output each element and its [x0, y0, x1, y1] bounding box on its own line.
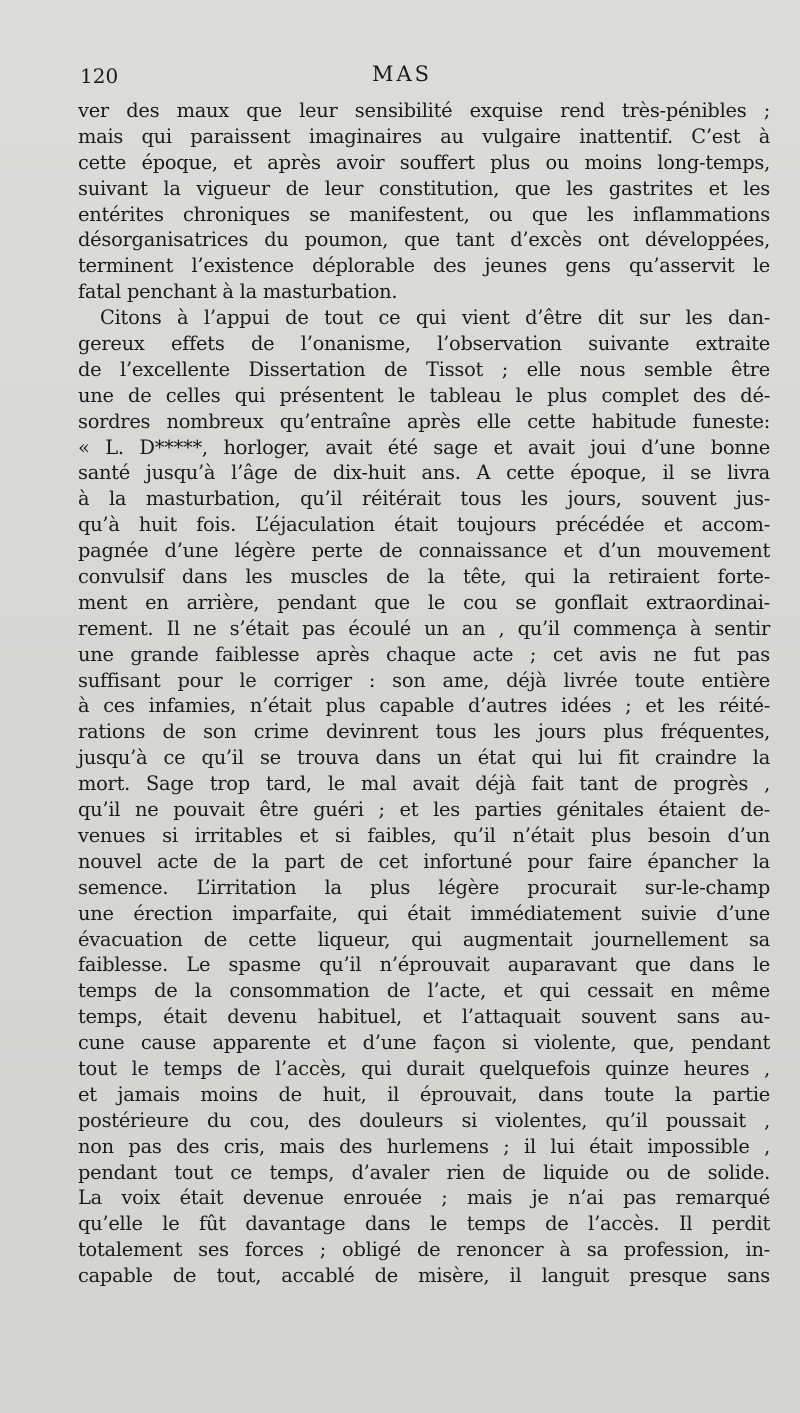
text-line: désorganisatrices du poumon, que tant d’excès ont développées,	[78, 228, 770, 252]
text-line: rement. Il ne s’était pas écoulé un an , qu’il commença à sentir	[78, 616, 770, 640]
text-line: pagnée d’une légère perte de connaissance et d’un mouvement	[78, 539, 770, 563]
text-line: qu’il ne pouvait être guéri ; et les parties génitales étaient de-	[78, 798, 770, 822]
body-text	[78, 98, 770, 1289]
running-head: MAS	[372, 62, 433, 86]
text-line: à ces infamies, n’était plus capable d’autres idées ; et les réité-	[78, 694, 770, 718]
text-line: temps, était devenu habituel, et l’attaquait souvent sans au-	[78, 1005, 770, 1029]
text-line: cette époque, et après avoir souffert plus ou moins long-temps,	[78, 150, 770, 174]
text-line: temps de la consommation de l’acte, et qui cessait en même	[78, 979, 770, 1003]
text-line: cune cause apparente et d’une façon si violente, que, pendant	[78, 1031, 770, 1055]
text-line: une érection imparfaite, qui était immédiatement suivie d’une	[78, 901, 770, 925]
text-line: capable de tout, accablé de misère, il languit presque sans	[78, 1264, 770, 1288]
text-line: de l’excellente Dissertation de Tissot ; elle nous semble être	[78, 357, 770, 381]
text-line: et jamais moins de huit, il éprouvait, dans toute la partie	[78, 1082, 770, 1106]
text-line: sordres nombreux qu’entraîne après elle cette habitude funeste:	[78, 409, 770, 433]
text-line: rations de son crime devinrent tous les jours plus fréquentes,	[78, 720, 770, 744]
text-line: suivant la vigueur de leur constitution, que les gastrites et les	[78, 176, 770, 200]
text-line: une grande faiblesse après chaque acte ; cet avis ne fut pas	[78, 642, 770, 666]
text-line: qu’elle le fût davantage dans le temps de l’accès. Il perdit	[78, 1212, 770, 1236]
text-line: jusqu’à ce qu’il se trouva dans un état qui lui fit craindre la	[78, 746, 770, 770]
text-line: terminent l’existence déplorable des jeunes gens qu’asservit le	[78, 254, 770, 278]
text-line: « L. D*****, horloger, avait été sage et avait joui d’une bonne	[78, 435, 770, 459]
text-line: ment en arrière, pendant que le cou se gonflait extraordinai-	[78, 590, 770, 614]
text-line: convulsif dans les muscles de la tête, qui la retiraient forte-	[78, 565, 770, 589]
text-line: non pas des cris, mais des hurlemens ; il lui était impossible ,	[78, 1134, 770, 1158]
text-line: fatal penchant à la masturbation.	[78, 280, 398, 304]
text-line: Citons à l’appui de tout ce qui vient d’être dit sur les dan-	[100, 306, 770, 330]
text-line: mais qui paraissent imaginaires au vulgaire inattentif. C’est à	[78, 124, 770, 148]
text-line: gereux effets de l’onanisme, l’observation suivante extraite	[78, 332, 770, 356]
text-line: totalement ses forces ; obligé de renoncer à sa profession, in-	[78, 1238, 770, 1262]
text-line: entérites chroniques se manifestent, ou que les inflammations	[78, 202, 770, 226]
page-number: 120	[80, 64, 119, 88]
text-line: qu’à huit fois. L’éjaculation était toujours précédée et accom-	[78, 513, 770, 537]
text-line: La voix était devenue enrouée ; mais je n’ai pas remarqué	[78, 1186, 770, 1210]
text-line: mort. Sage trop tard, le mal avait déjà fait tant de progrès ,	[78, 772, 770, 796]
text-line: faiblesse. Le spasme qu’il n’éprouvait auparavant que dans le	[78, 953, 770, 977]
text-line: venues si irritables et si faibles, qu’il n’était plus besoin d’un	[78, 823, 770, 847]
text-line: suffisant pour le corriger : son ame, déjà livrée toute entière	[78, 668, 770, 692]
text-line: à la masturbation, qu’il réitérait tous les jours, souvent jus-	[78, 487, 770, 511]
text-line: nouvel acte de la part de cet infortuné pour faire épancher la	[78, 849, 770, 873]
text-line: une de celles qui présentent le tableau le plus complet des dé-	[78, 383, 770, 407]
text-line: semence. L’irritation la plus légère procurait sur-le-champ	[78, 875, 770, 899]
text-line: évacuation de cette liqueur, qui augmentait journellement sa	[78, 927, 770, 951]
text-line: postérieure du cou, des douleurs si violentes, qu’il poussait ,	[78, 1108, 770, 1132]
text-line: pendant tout ce temps, d’avaler rien de liquide ou de solide.	[78, 1160, 770, 1184]
text-line: santé jusqu’à l’âge de dix-huit ans. A cette époque, il se livra	[78, 461, 770, 485]
page-header	[80, 60, 770, 90]
text-line: tout le temps de l’accès, qui durait quelquefois quinze heures ,	[78, 1056, 770, 1080]
text-line: ver des maux que leur sensibilité exquise rend très-pénibles ;	[78, 99, 770, 122]
